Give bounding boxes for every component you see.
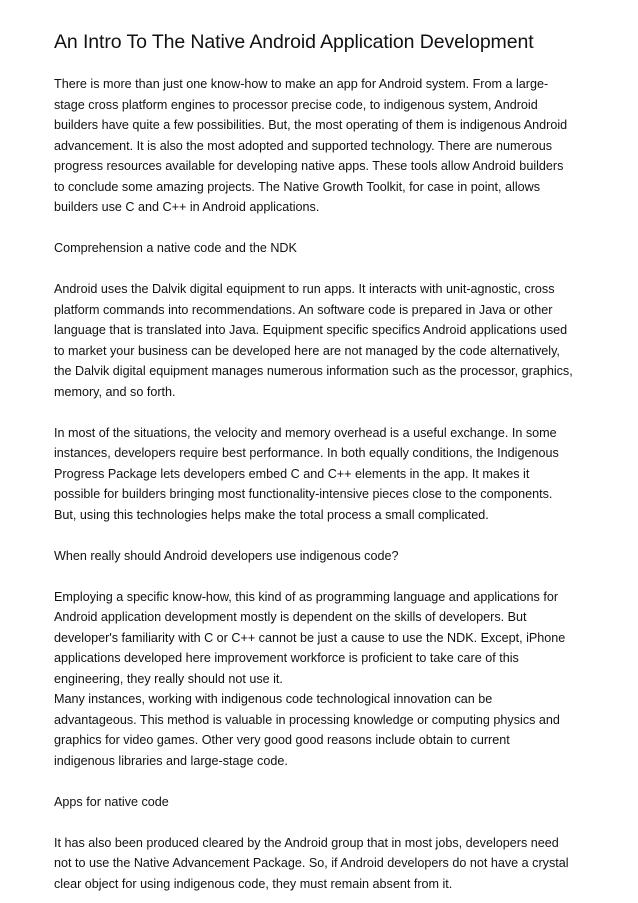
text-line: clear object for using indigenous code, they must remain absent from it. xyxy=(54,876,453,891)
text-line: memory, and so forth. xyxy=(54,384,176,399)
text-line: the Dalvik digital equipment manages numerous information such as the processor, graphics, xyxy=(54,364,573,378)
text-line: advantageous. This method is valuable in processing knowledge or computing physics and xyxy=(54,712,560,727)
block-spacer xyxy=(54,566,598,587)
text-line: graphics for video games. Other very good good reasons include obtain to current xyxy=(54,733,510,747)
paragraph xyxy=(54,423,598,526)
block-spacer xyxy=(54,259,598,280)
block-spacer xyxy=(54,218,598,239)
text-line: applications developed here improvement workforce is proficient to take care of this xyxy=(54,651,519,665)
text-line: advancement. It is also the most adopted and supported technology. There are numerous xyxy=(54,138,552,153)
text-line: instances, developers require best performance. In both equally conditions, the Indigenous xyxy=(54,446,559,460)
text-line: There is more than just one know-how to make an app for Android system. From a large- xyxy=(54,77,549,91)
text-line: Apps for native code xyxy=(54,794,169,809)
text-line: In most of the situations, the velocity and memory overhead is a useful exchange. In some xyxy=(54,425,557,440)
block-spacer xyxy=(54,402,598,423)
text-line: platform commands into recommendations. An software code is prepared in Java or other xyxy=(54,302,553,317)
text-line: Android uses the Dalvik digital equipment to run apps. It interacts with unit-agnostic, cross xyxy=(54,282,555,296)
block-spacer xyxy=(54,525,598,546)
text-line: language that is translated into Java. Equipment specific specifics Android applications used xyxy=(54,323,568,337)
paragraph xyxy=(54,587,598,772)
text-line: progress resources available for developing native apps. These tools allow Android builders xyxy=(54,159,564,173)
text-line: Comprehension a native code and the NDK xyxy=(54,241,297,255)
section-heading xyxy=(54,238,598,259)
document-body xyxy=(54,74,598,894)
text-line: to conclude some amazing projects. The Native Growth Toolkit, for case in point, allows xyxy=(54,179,541,194)
text-line: Many instances, working with indigenous code technological innovation can be xyxy=(54,692,493,706)
text-line: builders use C and C++ in Android applications. xyxy=(54,200,320,214)
text-line: But, using this technologies helps make the total process a small complicated. xyxy=(54,507,489,522)
text-line: Android application development mostly is dependent on the skills of developers. But xyxy=(54,610,527,624)
text-line: to market your business can be developed here are not managed by the code alternatively, xyxy=(54,343,560,358)
text-line: indigenous libraries and large-stage code. xyxy=(54,753,288,768)
text-line: stage cross platform engines to processor precise code, to indigenous system, Android xyxy=(54,97,538,112)
paragraph xyxy=(54,833,598,895)
block-spacer xyxy=(54,771,598,792)
text-line: not to use the Native Advancement Package. So, if Android developers do not have a crystal xyxy=(54,856,569,870)
text-line: possible for builders bringing most functionality-intensive pieces close to the components. xyxy=(54,487,553,501)
text-line: builders have quite a few possibilities. But, the most operating of them is indigenous Android xyxy=(54,118,568,132)
paragraph xyxy=(54,279,598,402)
page-title: An Intro To The Native Android Application Development xyxy=(54,31,534,53)
paragraph xyxy=(54,74,598,218)
section-heading xyxy=(54,792,598,813)
text-line: engineering, they really should not use it. xyxy=(54,671,283,686)
block-spacer xyxy=(54,812,598,833)
text-line: When really should Android developers use indigenous code? xyxy=(54,548,399,563)
text-line: Employing a specific know-how, this kind of as programming language and applications for xyxy=(54,589,559,604)
text-line: developer's familiarity with C or C++ cannot be just a cause to use the NDK. Except, iPhone xyxy=(54,630,566,645)
text-line: It has also been produced cleared by the Android group that in most jobs, developers need xyxy=(54,835,559,850)
text-line: Progress Package lets developers embed C and C++ elements in the app. It makes it xyxy=(54,466,530,481)
section-heading xyxy=(54,546,598,567)
